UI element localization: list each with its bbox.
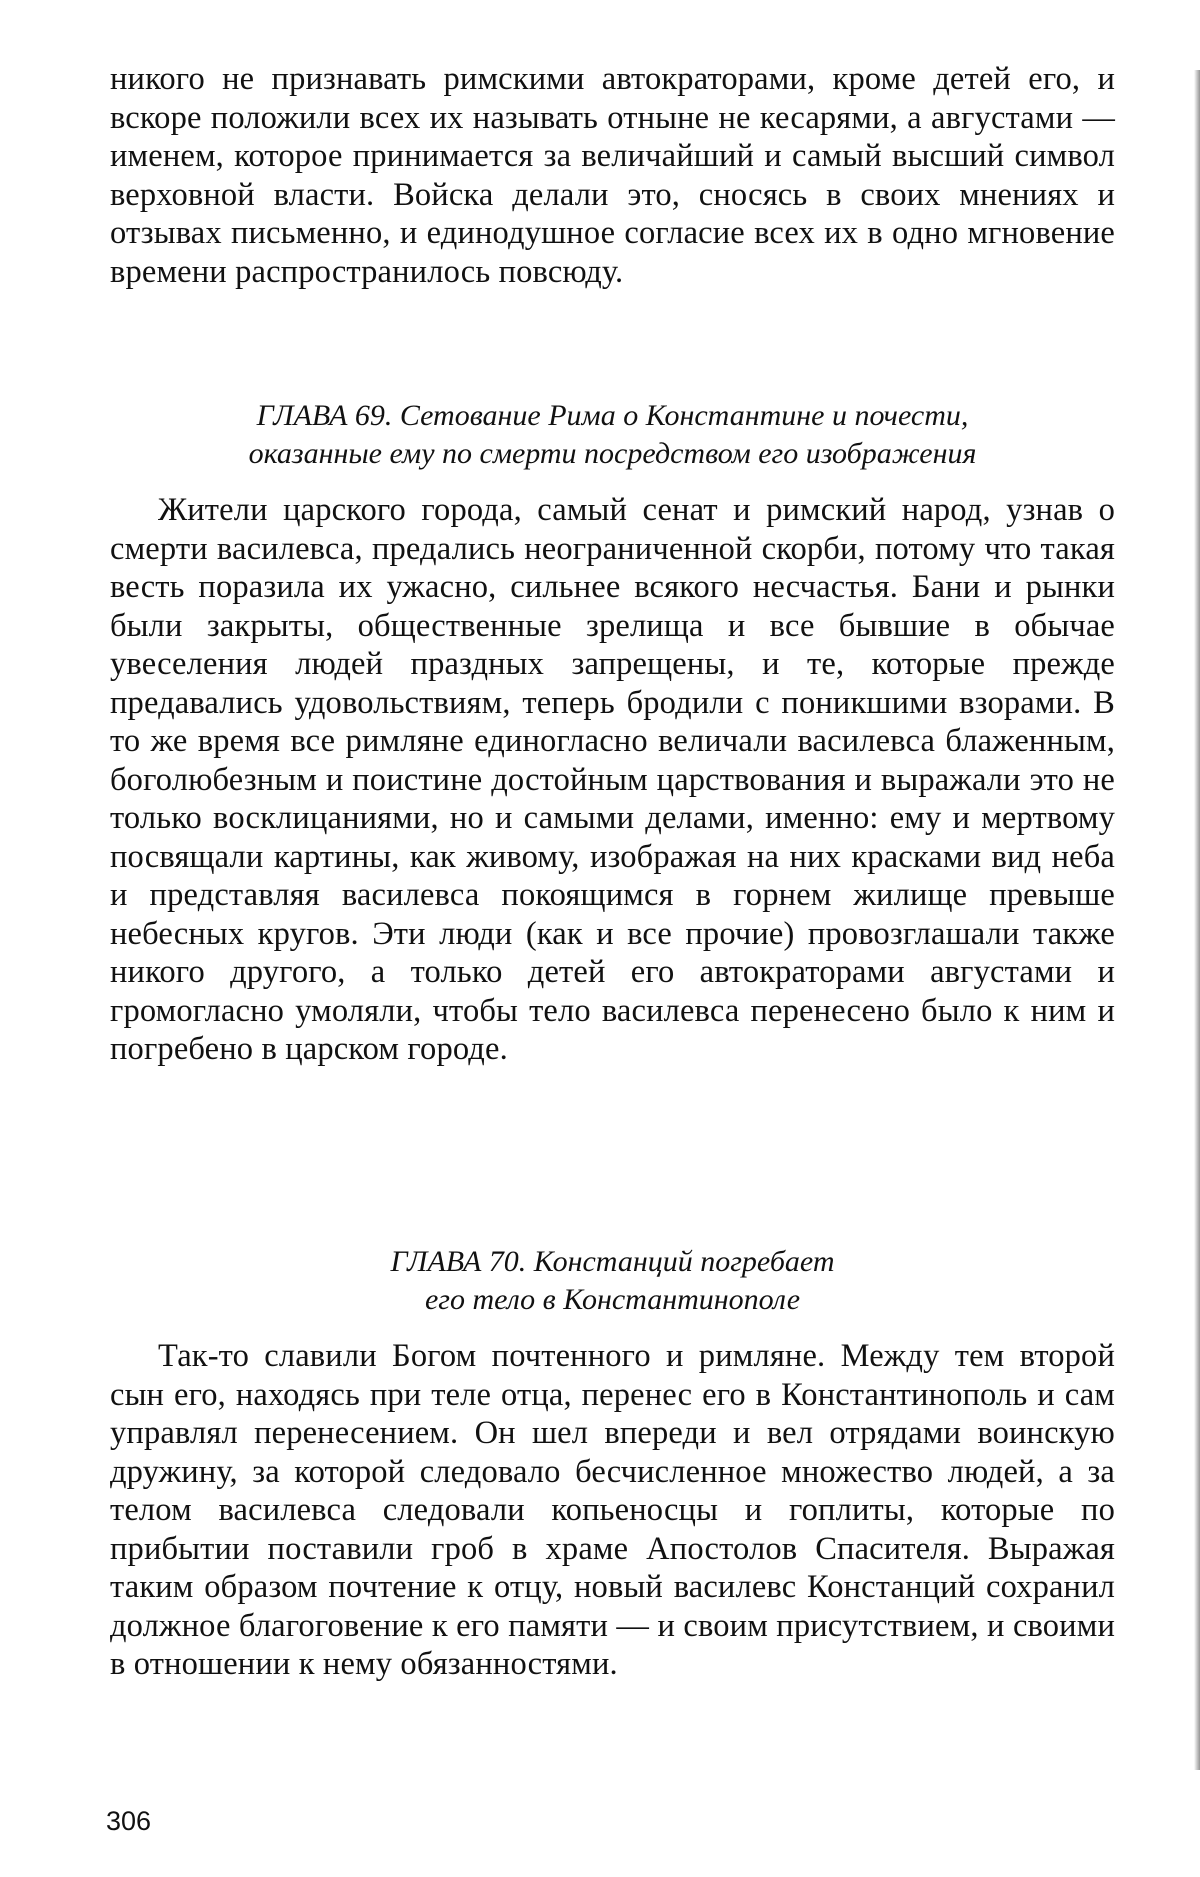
page-edge-shadow xyxy=(1194,70,1200,1770)
chapter-70-heading-line2: его тело в Константинополе xyxy=(110,1281,1115,1319)
page-number: 306 xyxy=(106,1806,151,1836)
chapter-69-paragraph: Жители царского города, самый сенат и римский народ, узнав о смерти василевса, предались неограниченной скорби, потому что такая весть поразила их ужасно, сильнее всякого несчастья. Бани и рынки были закрыты, общественные зрелища и все бывшие в обычае увеселения людей праздных запрещены, и те, которые прежде предавались удовольствиям, теперь бродили с поникшими взорами. В то же время все римляне единогласно величали василевса блаженным, боголюбезным и поистине достойным царствования и выражали это не только восклицаниями, но и самыми делами, именно: ему и мертвому посвящали картины, как живому, изображая на них красками вид неба и представляя василевса покоящимся в горнем жилище превыше небесных кругов. Эти люди (как и все прочие) провозглашали также никого другого, а только детей его автократорами августами и громогласно умоляли, чтобы тело василевса перенесено было к ним и погребено в царском городе. xyxy=(110,491,1115,1069)
continuation-text xyxy=(110,60,1115,291)
chapter-70-text xyxy=(110,1337,1115,1684)
chapter-69-heading-line1: ГЛАВА 69. Сетование Рима о Константине и почести, xyxy=(110,397,1115,435)
chapter-69-text xyxy=(110,491,1115,1069)
chapter-70-paragraph: Так-то славили Богом почтенного и римляне. Между тем второй сын его, находясь при теле отца, перенес его в Константинополь и сам управлял перенесением. Он шел впереди и вел отрядами воинскую дружину, за которой следовало бесчисленное множество людей, а за телом василевса следовали копьеносцы и гоплиты, которые по прибытии поставили гроб в храме Апостолов Спасителя. Выражая таким образом почтение к отцу, новый василевс Констанций сохранил должное благоговение к его памяти — и своим присутствием, и своими в отношении к нему обязанностями. xyxy=(110,1337,1115,1684)
continuation-paragraph: никого не признавать римскими автократорами, кроме детей его, и вскоре положили всех их называть отныне не кесарями, а августами — именем, которое принимается за величайший и самый высший символ верховной власти. Войска делали это, сносясь в своих мнениях и отзывах письменно, и единодушное согласие всех их в одно мгновение времени распространилось повсюду. xyxy=(110,60,1115,291)
chapter-70-heading-line1: ГЛАВА 70. Констанций погребает xyxy=(110,1243,1115,1281)
chapter-70-heading xyxy=(110,1243,1115,1319)
chapter-69-heading-line2: оказанные ему по смерти посредством его изображения xyxy=(110,435,1115,473)
book-page xyxy=(0,0,1200,1877)
chapter-69-heading xyxy=(110,397,1115,473)
